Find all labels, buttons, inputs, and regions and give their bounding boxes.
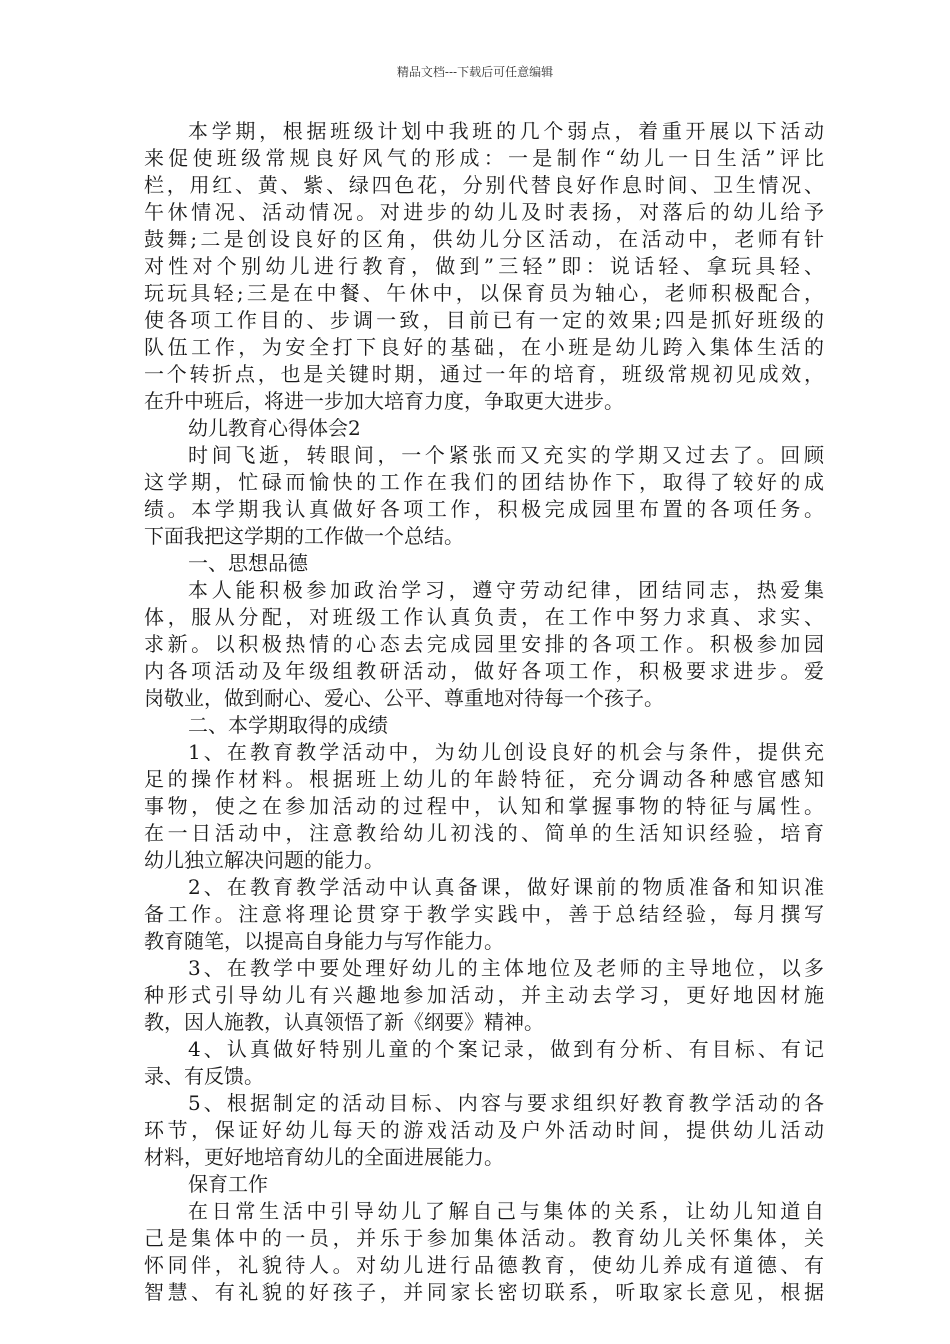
text-line: 在日常生活中引导幼儿了解自己与集体的关系，让幼儿知道自 <box>188 1199 824 1223</box>
text-line: 幼儿教育心得体会2 <box>188 416 361 440</box>
text-line: 午休情况、活动情况。对进步的幼儿及时表扬，对落后的幼儿给予 <box>144 200 824 224</box>
text-line: 队伍工作，为安全打下良好的基础，在小班是幼儿跨入集体生活的 <box>144 335 824 359</box>
text-line: 对性对个别幼儿进行教育，做到”三轻”即：说话轻、拿玩具轻、 <box>144 254 824 278</box>
text-line: 事物，使之在参加活动的过程中，认知和掌握事物的特征与属性。 <box>144 794 824 818</box>
text-line: 1、在教育教学活动中，为幼儿创设良好的机会与条件，提供充 <box>188 740 824 764</box>
text-line: 备工作。注意将理论贯穿于教学实践中，善于总结经验，每月撰写 <box>144 902 824 926</box>
text-line: 本人能积极参加政治学习，遵守劳动纪律，团结同志，热爱集 <box>188 578 824 602</box>
text-line: 一个转折点，也是关键时期，通过一年的培育，班级常规初见成效， <box>144 362 824 386</box>
text-line: 足的操作材料。根据班上幼儿的年龄特征，充分调动各种感官感知 <box>144 767 824 791</box>
text-line: 教育随笔，以提高自身能力与写作能力。 <box>144 929 504 953</box>
text-line: 保育工作 <box>188 1172 268 1196</box>
text-line: 绩。本学期我认真做好各项工作，积极完成园里布置的各项任务。 <box>144 497 824 521</box>
text-line: 一、思想品德 <box>188 551 308 575</box>
text-line: 怀同伴，礼貌待人。对幼儿进行品德教育，使幼儿养成有道德、有 <box>144 1253 824 1277</box>
text-line: 在一日活动中，注意教给幼儿初浅的、简单的生活知识经验，培育 <box>144 821 824 845</box>
text-line: 幼儿独立解决问题的能力。 <box>144 848 384 872</box>
text-line: 教，因人施教，认真领悟了新《纲要》精神。 <box>144 1010 544 1034</box>
text-line: 2、在教育教学活动中认真备课，做好课前的物质准备和知识准 <box>188 875 824 899</box>
text-line: 岗敬业，做到耐心、爱心、公平、尊重地对待每一个孩子。 <box>144 686 664 710</box>
text-line: 栏，用红、黄、紫、绿四色花，分别代替良好作息时间、卫生情况、 <box>144 173 824 197</box>
text-line: 3、在教学中要处理好幼儿的主体地位及老师的主导地位，以多 <box>188 956 824 980</box>
text-line: 材料，更好地培育幼儿的全面进展能力。 <box>144 1145 504 1169</box>
text-line: 5、根据制定的活动目标、内容与要求组织好教育教学活动的各 <box>188 1091 824 1115</box>
text-line: 录、有反馈。 <box>144 1064 264 1088</box>
text-line: 下面我把这学期的工作做一个总结。 <box>144 524 464 548</box>
text-line: 来促使班级常规良好风气的形成：一是制作“幼儿一日生活”评比 <box>144 146 824 170</box>
text-line: 种形式引导幼儿有兴趣地参加活动，并主动去学习，更好地因材施 <box>144 983 824 1007</box>
text-line: 使各项工作目的、步调一致，目前已有一定的效果;四是抓好班级的 <box>144 308 824 332</box>
text-line: 在升中班后，将进一步加大培育力度，争取更大进步。 <box>144 389 624 413</box>
text-line: 二、本学期取得的成绩 <box>188 713 388 737</box>
text-line: 鼓舞;二是创设良好的区角，供幼儿分区活动，在活动中，老师有针 <box>144 227 824 251</box>
text-line: 智慧、有礼貌的好孩子，并同家长密切联系，听取家长意见，根据 <box>144 1280 824 1304</box>
text-line: 环节，保证好幼儿每天的游戏活动及户外活动时间，提供幼儿活动 <box>144 1118 824 1142</box>
document-body <box>144 118 824 1306</box>
text-line: 4、认真做好特别儿童的个案记录，做到有分析、有目标、有记 <box>188 1037 824 1061</box>
text-line: 时间飞逝，转眼间，一个紧张而又充实的学期又过去了。回顾 <box>188 443 824 467</box>
text-line: 本学期，根据班级计划中我班的几个弱点，着重开展以下活动 <box>188 119 824 143</box>
text-line: 己是集体中的一员，并乐于参加集体活动。教育幼儿关怀集体，关 <box>144 1226 824 1250</box>
text-line: 内各项活动及年级组教研活动，做好各项工作，积极要求进步。爱 <box>144 659 824 683</box>
page-header: 精品文档---下载后可任意编辑 <box>396 65 554 79</box>
text-line: 体，服从分配，对班级工作认真负责，在工作中努力求真、求实、 <box>144 605 824 629</box>
text-line: 玩玩具轻;三是在中餐、午休中，以保育员为轴心，老师积极配合， <box>144 281 824 305</box>
text-line: 这学期，忙碌而愉快的工作在我们的团结协作下，取得了较好的成 <box>144 470 824 494</box>
text-line: 求新。以积极热情的心态去完成园里安排的各项工作。积极参加园 <box>144 632 824 656</box>
